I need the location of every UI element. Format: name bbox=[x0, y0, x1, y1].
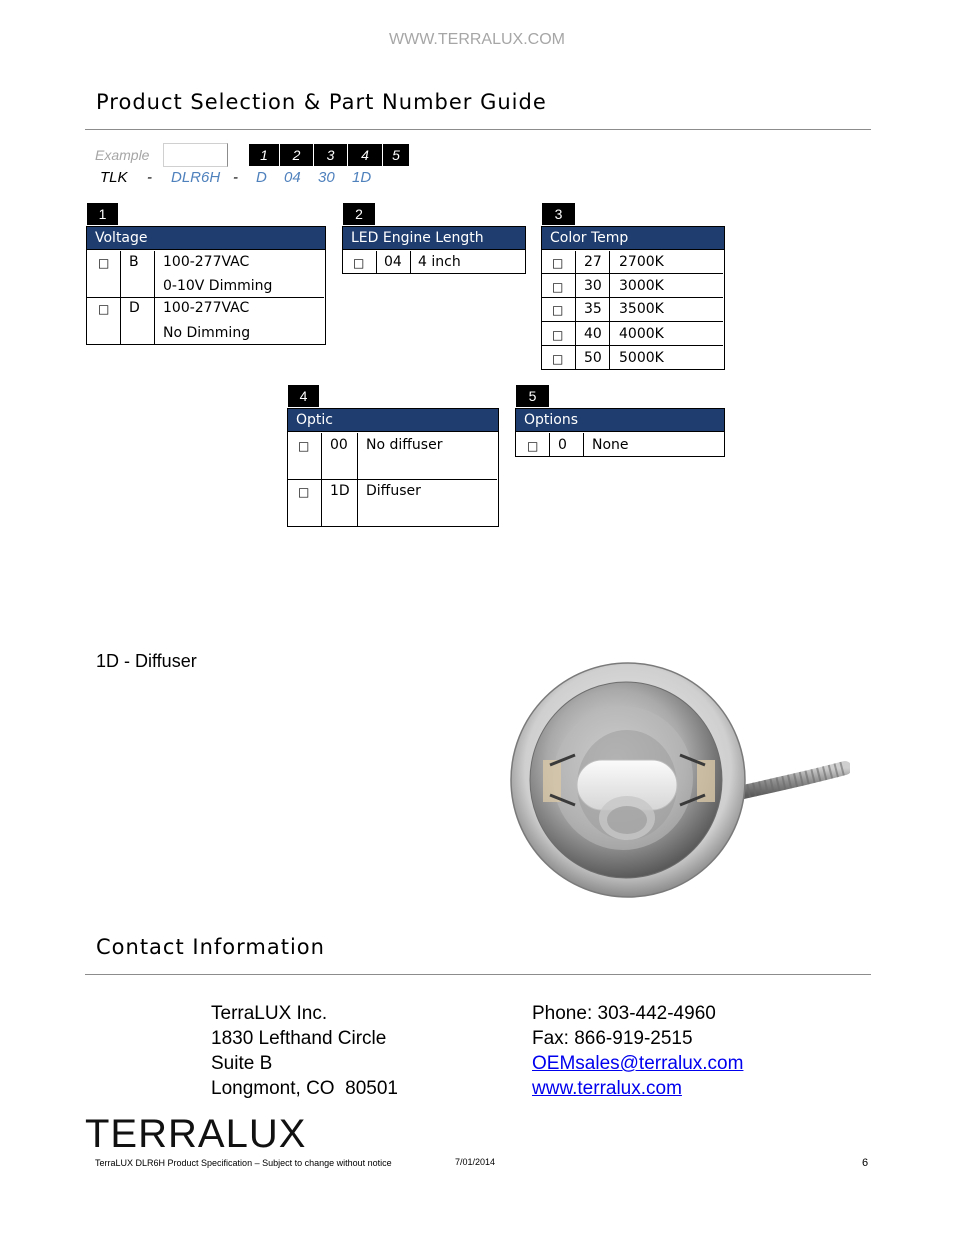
address-line-1: 1830 Lefthand Circle bbox=[211, 1028, 387, 1049]
checkbox-icon[interactable]: □ bbox=[552, 256, 564, 270]
option-code: 50 bbox=[584, 350, 602, 366]
option-code: 35 bbox=[584, 301, 602, 317]
option-description: 4 inch bbox=[418, 254, 461, 270]
option-code: 04 bbox=[384, 254, 402, 270]
column-divider bbox=[609, 251, 610, 369]
color-table-title: Color Temp bbox=[542, 227, 724, 250]
section-title-contact: Contact Information bbox=[96, 935, 325, 959]
address-city: Longmont, CO 80501 bbox=[211, 1078, 398, 1099]
address-line-2: Suite B bbox=[211, 1053, 273, 1074]
checkbox-icon[interactable]: □ bbox=[98, 256, 110, 270]
example-model: DLR6H bbox=[171, 169, 221, 186]
downlight-product-image bbox=[505, 660, 850, 900]
row-divider bbox=[87, 297, 324, 298]
row-divider bbox=[288, 479, 497, 480]
checkbox-icon[interactable]: □ bbox=[353, 256, 365, 270]
option-code: 40 bbox=[584, 326, 602, 342]
example-code-optic: 1D bbox=[352, 169, 372, 186]
example-code-color: 30 bbox=[318, 169, 335, 186]
checkbox-icon[interactable]: □ bbox=[298, 485, 310, 499]
options-table-title: Options bbox=[516, 409, 724, 432]
header-url: WWW.TERRALUX.COM bbox=[389, 31, 565, 48]
column-divider bbox=[410, 251, 411, 273]
position-number-4: 4 bbox=[348, 144, 382, 166]
example-code-voltage: D bbox=[256, 169, 267, 186]
option-description: 4000K bbox=[619, 326, 664, 342]
position-number-1: 1 bbox=[249, 144, 279, 166]
company-name: TerraLUX Inc. bbox=[211, 1003, 328, 1024]
checkbox-icon[interactable]: □ bbox=[98, 302, 110, 316]
section-divider bbox=[85, 129, 871, 130]
table-tab-number: 2 bbox=[343, 203, 375, 225]
option-description: 2700K bbox=[619, 254, 664, 270]
position-number-strip bbox=[249, 144, 409, 166]
option-description: No Dimming bbox=[163, 325, 251, 341]
checkbox-icon[interactable]: □ bbox=[552, 303, 564, 317]
checkbox-icon[interactable]: □ bbox=[552, 280, 564, 294]
table-tab-number: 3 bbox=[542, 203, 575, 225]
column-divider bbox=[549, 433, 550, 456]
options-table bbox=[515, 408, 725, 457]
checkbox-icon[interactable]: □ bbox=[527, 439, 539, 453]
option-code: 27 bbox=[584, 254, 602, 270]
option-code: D bbox=[129, 300, 140, 316]
phone-number: Phone: 303-442-4960 bbox=[532, 1003, 716, 1024]
section-title-product-selection: Product Selection & Part Number Guide bbox=[96, 90, 547, 114]
table-tab-number: 1 bbox=[87, 203, 118, 225]
footer-page-number: 6 bbox=[862, 1157, 869, 1169]
position-number-5: 5 bbox=[383, 144, 409, 166]
row-divider bbox=[542, 273, 723, 274]
example-dash: - bbox=[233, 169, 238, 186]
option-description: 100-277VAC bbox=[163, 254, 250, 270]
option-description: 0-10V Dimming bbox=[163, 278, 273, 294]
voltage-table-title: Voltage bbox=[87, 227, 325, 250]
option-description: 3000K bbox=[619, 278, 664, 294]
option-description: No diffuser bbox=[366, 437, 443, 453]
color-temp-table bbox=[541, 226, 725, 370]
table-tab-number: 5 bbox=[516, 385, 549, 407]
option-code: 1D bbox=[330, 483, 350, 499]
section-divider bbox=[85, 974, 871, 975]
column-divider bbox=[376, 251, 377, 273]
option-code: 0 bbox=[558, 437, 567, 453]
option-description: 100-277VAC bbox=[163, 300, 250, 316]
table-tab-number: 4 bbox=[288, 385, 319, 407]
option-description: 5000K bbox=[619, 350, 664, 366]
led-table-title: LED Engine Length bbox=[343, 227, 525, 250]
checkbox-icon[interactable]: □ bbox=[298, 439, 310, 453]
row-divider bbox=[542, 345, 723, 346]
option-code: 30 bbox=[584, 278, 602, 294]
position-number-2: 2 bbox=[280, 144, 313, 166]
fax-number: Fax: 866-919-2515 bbox=[532, 1028, 693, 1049]
row-divider bbox=[542, 321, 723, 322]
example-label: Example bbox=[95, 147, 150, 163]
contact-address bbox=[211, 1001, 398, 1101]
example-dash: - bbox=[147, 169, 152, 186]
column-divider bbox=[575, 251, 576, 369]
column-divider bbox=[583, 433, 584, 456]
contact-methods bbox=[532, 1001, 743, 1101]
footer-date: 7/01/2014 bbox=[455, 1157, 496, 1167]
option-code: 00 bbox=[330, 437, 348, 453]
example-code-led: 04 bbox=[284, 169, 301, 186]
email-link[interactable]: OEMsales@terralux.com bbox=[532, 1053, 744, 1074]
example-box bbox=[163, 143, 228, 167]
option-description: 3500K bbox=[619, 301, 664, 317]
option-description: Diffuser bbox=[366, 483, 421, 499]
optic-table-title: Optic bbox=[288, 409, 498, 432]
row-divider bbox=[542, 297, 723, 298]
terralux-logo: TERRALUX bbox=[85, 1112, 307, 1156]
checkbox-icon[interactable]: □ bbox=[552, 352, 564, 366]
led-engine-length-table bbox=[342, 226, 526, 274]
website-link[interactable]: www.terralux.com bbox=[532, 1078, 682, 1099]
figure-caption: 1D - Diffuser bbox=[96, 651, 197, 671]
voltage-table bbox=[86, 226, 326, 345]
option-description: None bbox=[592, 437, 629, 453]
footer-document-title: TerraLUX DLR6H Product Specification – Subject to change without notice bbox=[95, 1158, 392, 1168]
option-code: B bbox=[129, 254, 139, 270]
position-number-3: 3 bbox=[314, 144, 347, 166]
checkbox-icon[interactable]: □ bbox=[552, 328, 564, 342]
example-prefix: TLK bbox=[100, 169, 128, 186]
optic-table bbox=[287, 408, 499, 527]
